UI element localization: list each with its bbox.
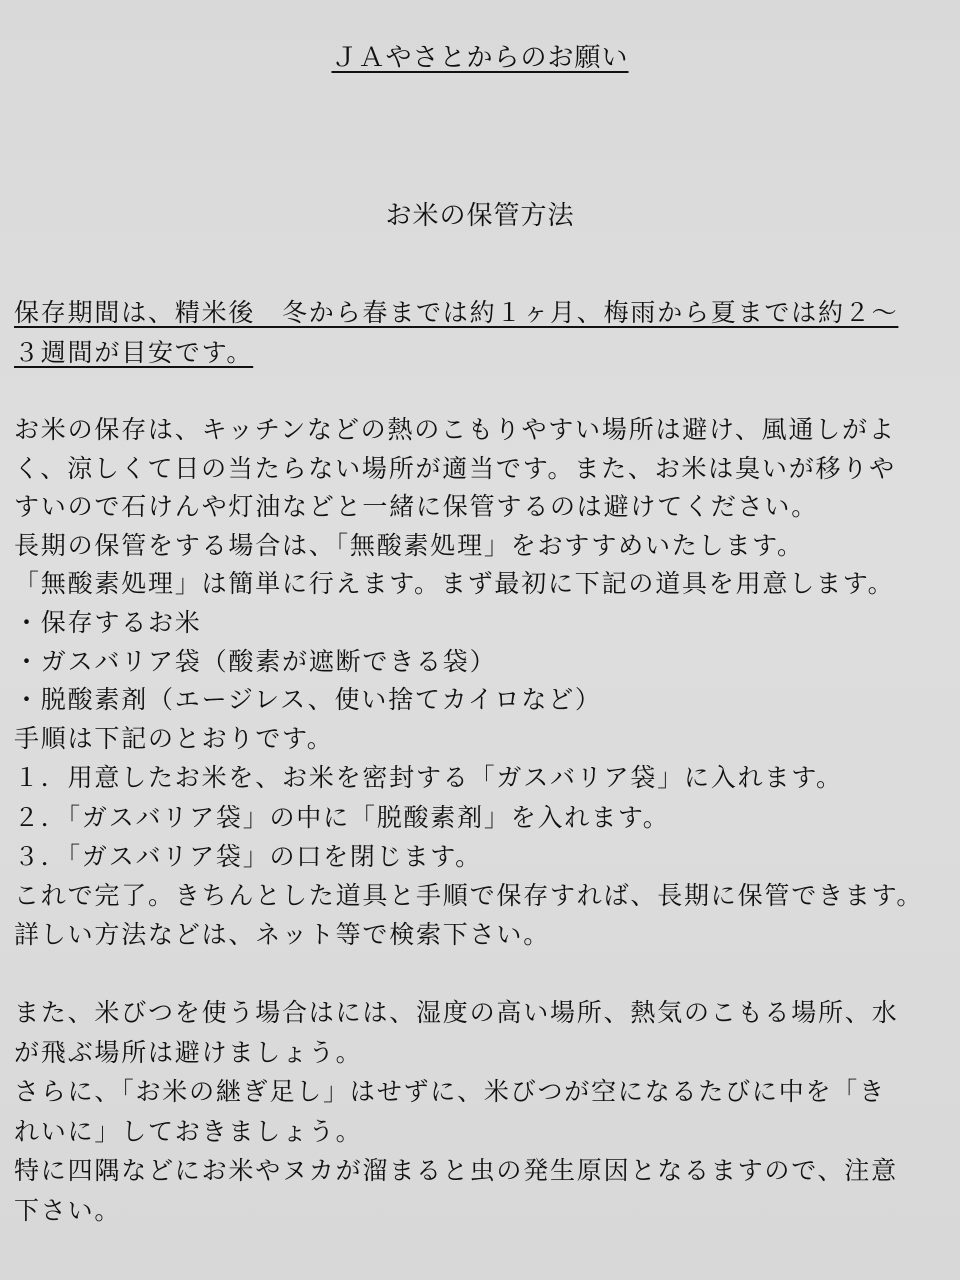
body-line: 特に四隅などにお米やヌカが溜まると虫の発生原因となるますので、注意 <box>14 1156 898 1185</box>
body-line: 「無酸素処理」は簡単に行えます。まず最初に下記の道具を用意します。 <box>14 569 895 598</box>
body-line: 詳しい方法などは、ネット等で検索下さい。 <box>14 920 551 949</box>
list-item: ・ガスバリア袋（酸素が遮断できる袋） <box>14 647 497 676</box>
step-item: ２．「ガスバリア袋」の中に「脱酸素剤」を入れます。 <box>14 803 670 832</box>
page-title <box>0 42 960 74</box>
body-line: これで完了。きちんとした道具と手順で保存すれば、長期に保管できます。 <box>14 881 924 910</box>
page-subtitle: お米の保管方法 <box>385 201 575 231</box>
body-line: 手順は下記のとおりです。 <box>14 724 334 753</box>
body-line: が飛ぶ場所は避けましょう。 <box>14 1038 363 1067</box>
page-title-text: ＪＡやさとからのお願い <box>331 43 629 73</box>
list-item: ・保存するお米 <box>14 608 202 637</box>
step-item: １．用意したお米を、お米を密封する「ガスバリア袋」に入れます。 <box>14 763 843 792</box>
body-line: すいので石けんや灯油などと一緒に保管するのは避けてください。 <box>14 492 819 521</box>
body-line: お米の保存は、キッチンなどの熱のこもりやすい場所は避け、風通しがよ <box>14 415 896 444</box>
body-line: 長期の保管をする場合は、「無酸素処理」をおすすめいたします。 <box>14 531 804 560</box>
notice-line: ３週間が目安です。 <box>14 338 254 367</box>
body-line: れいに」しておきましょう。 <box>14 1117 363 1146</box>
body-line: く、涼しくて日の当たらない場所が適当です。また、お米は臭いが移りや <box>14 454 896 483</box>
notice-line: 保存期間は、精米後 冬から春までは約１ヶ月、梅雨から夏までは約２～ <box>14 298 899 327</box>
step-item: ３．「ガスバリア袋」の口を閉じます。 <box>14 842 482 871</box>
body-line: さらに、「お米の継ぎ足し」はせずに、米びつが空になるたびに中を「き <box>14 1077 886 1106</box>
body-line: また、米びつを使う場合はには、湿度の高い場所、熱気のこもる場所、水 <box>14 998 899 1027</box>
list-item: ・脱酸素剤（エージレス、使い捨てカイロなど） <box>14 685 602 714</box>
body-line: 下さい。 <box>14 1196 122 1225</box>
